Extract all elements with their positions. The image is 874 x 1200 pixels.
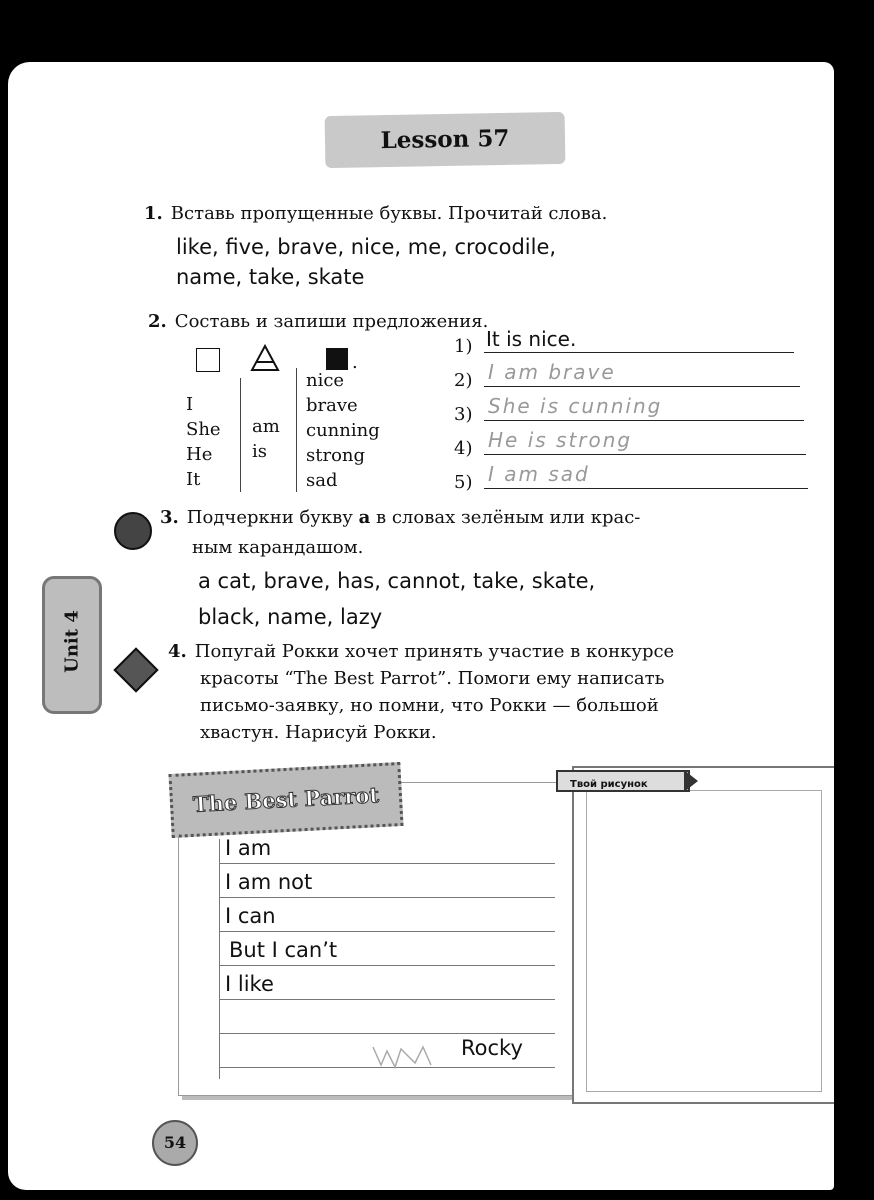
task4-line4: хвастун. Нарисуй Рокки. (200, 722, 437, 743)
form-line (219, 863, 555, 864)
drawing-box (572, 766, 834, 1104)
unit-tab-label: Unit 4 (61, 610, 83, 673)
parrot-task-icon (113, 647, 158, 692)
task4-number: 4. (168, 641, 187, 662)
pencil-tip-icon (684, 770, 698, 792)
task3-instruction-part2: в словах зелёным или крас- (376, 507, 641, 528)
task3-instruction-row (160, 504, 810, 531)
task3-instruction-part1: Подчеркни букву (186, 507, 353, 528)
answer-text: It is nice. (486, 327, 577, 351)
form-entry: I like (225, 972, 274, 996)
form-line (219, 931, 555, 932)
square-shape-icon (196, 348, 220, 372)
banner-title: The Best Parrot (192, 782, 380, 817)
drawing-label-pencil (556, 770, 690, 792)
task3-letter: a (358, 507, 371, 528)
task4-instruction (168, 638, 818, 746)
verb-column (252, 414, 292, 464)
answer-line (484, 386, 800, 387)
task1-number: 1. (144, 203, 163, 224)
black-square-shape-icon (326, 348, 348, 370)
lesson-title: Lesson 57 (380, 124, 510, 155)
drawing-area (586, 790, 822, 1092)
adjective-item: strong (306, 445, 366, 466)
unit-tab (42, 576, 102, 714)
lesson-title-plate (325, 112, 566, 168)
form-entry: But I can’t (229, 938, 338, 962)
verb-item: am (252, 416, 280, 437)
adjective-item: nice (306, 370, 345, 391)
pencil-task-icon (114, 512, 152, 550)
answer-label: 2) (454, 370, 473, 391)
task1-words-line2: name, take, skate (176, 265, 365, 289)
signature-scribble (371, 1043, 441, 1073)
pronoun-column (186, 392, 236, 492)
drawing-label: Твой рисунок (570, 779, 648, 790)
task2-instruction: Составь и запиши предложения. (174, 311, 489, 332)
answer-label: 5) (454, 472, 473, 493)
task3-words-line1: a cat, brave, has, cannot, take, skate, (198, 569, 596, 593)
task1-instruction-row (144, 200, 784, 227)
page-number: 54 (152, 1120, 198, 1166)
adjective-item: brave (306, 395, 358, 416)
form-line (219, 965, 555, 966)
verb-item: is (252, 441, 267, 462)
column-divider (296, 368, 297, 492)
answer-line (484, 488, 808, 489)
pronoun-item: She (186, 419, 221, 440)
answer-label: 4) (454, 438, 473, 459)
answer-text: She is cunning (488, 394, 663, 418)
task3-number: 3. (160, 507, 179, 528)
answer-text: I am brave (488, 360, 616, 384)
answer-line (484, 352, 794, 353)
task2-answer-area (454, 327, 804, 500)
task3-instruction-line2: ным карандашом. (192, 537, 364, 558)
answer-line (484, 420, 804, 421)
task4-line2: красоты “The Best Parrot”. Помоги ему написать (200, 668, 665, 689)
column-divider (240, 378, 241, 492)
form-line (219, 999, 555, 1000)
answer-label: 1) (454, 336, 473, 357)
form-margin-line (219, 839, 220, 1079)
form-entry: I can (225, 904, 276, 928)
answer-text: He is strong (488, 428, 633, 452)
answer-line (484, 454, 806, 455)
answer-text: I am sad (488, 462, 590, 486)
triangle-shape-icon (250, 344, 280, 372)
answer-label: 3) (454, 404, 473, 425)
task1-words-line1: like, five, brave, nice, me, crocodile, (176, 235, 557, 259)
pronoun-item: I (186, 394, 194, 415)
task4-line3: письмо-заявку, но помни, что Рокки — большой (200, 695, 659, 716)
form-signature: Rocky (461, 1036, 523, 1060)
form-entry: I am not (225, 870, 313, 894)
task2-number: 2. (148, 311, 167, 332)
workbook-page (8, 62, 834, 1190)
best-parrot-banner (168, 762, 403, 838)
pronoun-item: He (186, 444, 213, 465)
task4-line1: Попугай Рокки хочет принять участие в конкурсе (194, 641, 675, 662)
task3-words-line2: black, name, lazy (198, 605, 383, 629)
adjective-item: sad (306, 470, 338, 491)
shapes-dot: . (352, 352, 358, 373)
task1-instruction: Вставь пропущенные буквы. Прочитай слова. (170, 203, 608, 224)
adjective-item: cunning (306, 420, 380, 441)
adjective-column (306, 368, 416, 493)
form-entry: I am (225, 836, 272, 860)
pronoun-item: It (186, 469, 201, 490)
form-line (219, 897, 555, 898)
